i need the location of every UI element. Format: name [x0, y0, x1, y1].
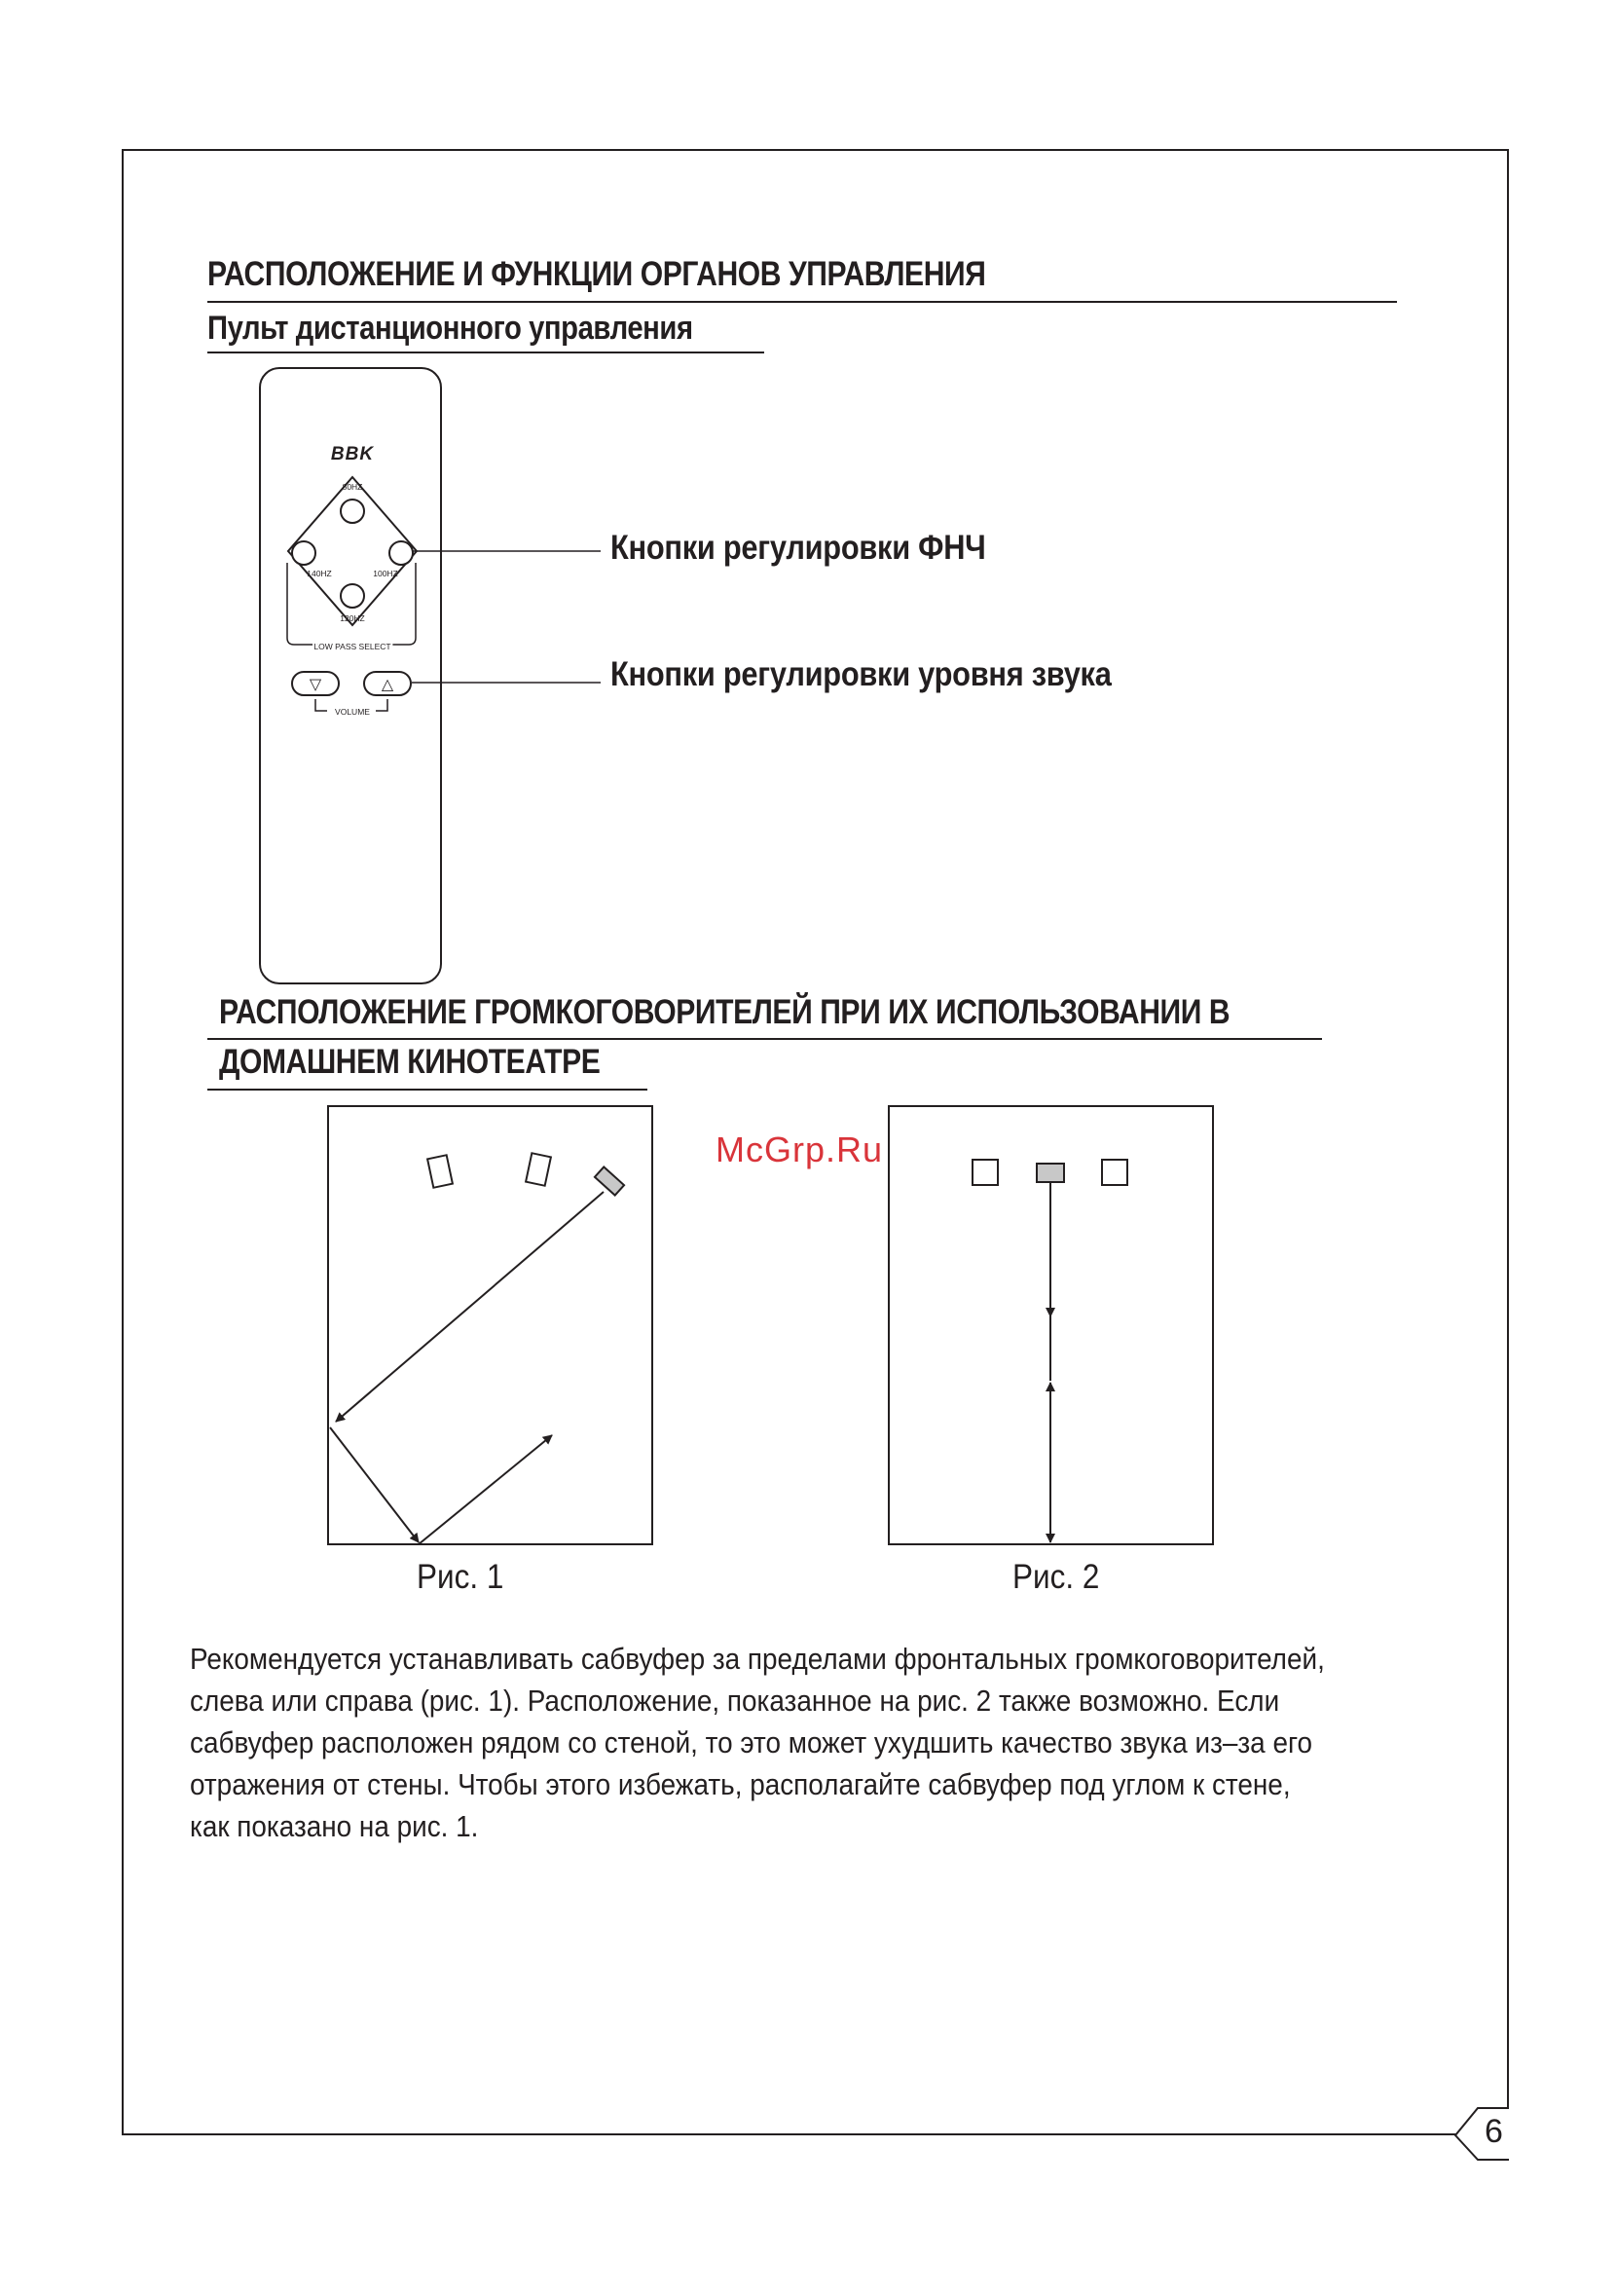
lowpass-80hz-button[interactable]: [341, 500, 364, 523]
figure-1: [328, 1106, 652, 1544]
body-line: отражения от стены. Чтобы этого избежать, располагайте сабвуфер под углом к стене,: [190, 1767, 1291, 1801]
fig1-front-speaker-left: [427, 1155, 453, 1188]
fig1-front-speaker-right: [526, 1153, 551, 1186]
section-title-speakers-line2: ДОМАШНЕМ КИНОТЕАТРЕ: [219, 1043, 601, 1081]
label-140hz: 140HZ: [307, 569, 332, 578]
volume-down-icon: ▽: [309, 677, 322, 693]
speakers-title-underline-1: [207, 1038, 1322, 1040]
lowpass-140hz-button[interactable]: [292, 541, 315, 565]
fig2-speaker-left: [973, 1160, 998, 1185]
callout-lowpass-text: Кнопки регулировки ФНЧ: [610, 529, 986, 567]
fig2-subwoofer: [1037, 1164, 1064, 1182]
body-line: Рекомендуется устанавливать сабвуфер за пределами фронтальных громкоговорителей,: [190, 1642, 1325, 1676]
fig1-arrow-to-wall: [336, 1192, 604, 1422]
section-title-speakers-line1: РАСПОЛОЖЕНИЕ ГРОМКОГОВОРИТЕЛЕЙ ПРИ ИХ ИСПОЛЬЗОВАНИИ В: [219, 993, 1230, 1031]
section-subtitle-remote: Пульт дистанционного управления: [207, 310, 693, 347]
fig1-subwoofer: [595, 1167, 624, 1195]
label-100hz: 100HZ: [373, 569, 398, 578]
fig1-arrow-out: [419, 1435, 552, 1544]
lowpass-select-label: LOW PASS SELECT: [313, 642, 391, 651]
speaker-placement-figures: [0, 1071, 1616, 1577]
page-number: 6: [1485, 2113, 1503, 2150]
fig2-speaker-right: [1102, 1160, 1127, 1185]
figure-2: [889, 1106, 1213, 1544]
body-line: как показано на рис. 1.: [190, 1809, 479, 1843]
fig1-caption: Рис. 1: [417, 1558, 504, 1596]
callout-volume-text: Кнопки регулировки уровня звука: [610, 655, 1112, 693]
volume-label: VOLUME: [335, 707, 370, 717]
label-120hz: 120HZ: [340, 613, 365, 623]
brand-logo: BBK: [330, 444, 375, 464]
lowpass-120hz-button[interactable]: [341, 584, 364, 608]
fig1-arrow-reflect: [330, 1427, 419, 1542]
volume-up-icon: △: [381, 677, 394, 693]
watermark: McGrp.Ru: [716, 1129, 884, 1169]
body-line: сабвуфер расположен рядом со стеной, то это может ухудшить качество звука из–за его: [190, 1725, 1313, 1759]
label-80hz: 80HZ: [342, 482, 363, 492]
section-title-controls: РАСПОЛОЖЕНИЕ И ФУНКЦИИ ОРГАНОВ УПРАВЛЕНИЯ: [207, 255, 986, 293]
lowpass-100hz-button[interactable]: [389, 541, 413, 565]
body-line: слева или справа (рис. 1). Расположение, показанное на рис. 2 также возможно. Если: [190, 1684, 1280, 1718]
fig2-caption: Рис. 2: [1012, 1558, 1100, 1596]
body-paragraph: [190, 1638, 1355, 1847]
